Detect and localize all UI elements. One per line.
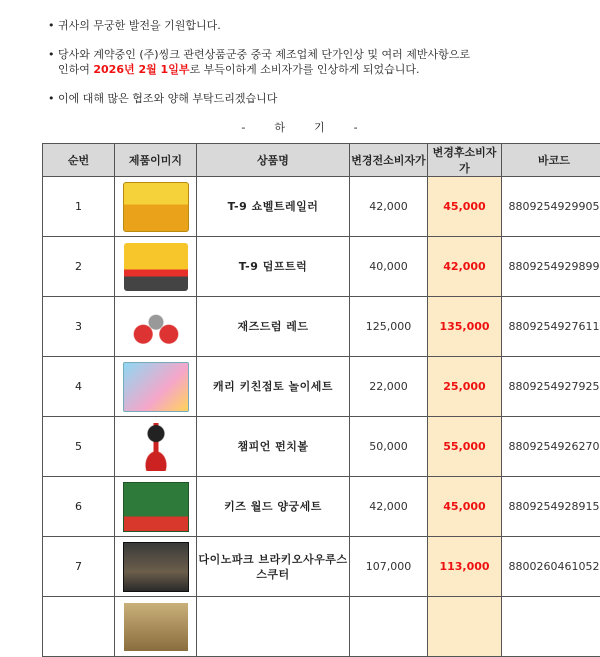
notice-line-2: • 당사와 계약중인 (주)씽크 관련상품군중 중국 제조업체 단가인상 및 여러 제반사항으로 인하여 2026년 2월 1일부로 부득이하게 소비자가를 인상하게 되었습니다.: [48, 47, 568, 77]
table-row: 4 캐리 키친점토 놀이세트 22,000 25,000 8809254927925: [43, 357, 600, 417]
notice-text: [48, 18, 568, 120]
drum-set-image: [124, 303, 188, 351]
header-after-price: 변경후소비자가: [428, 144, 502, 177]
header-barcode: 바코드: [502, 144, 600, 177]
table-row: 6 키즈 월드 양궁세트 42,000 45,000 8809254928915: [43, 477, 600, 537]
table-row: 5 챔피언 펀치볼 50,000 55,000 8809254926270: [43, 417, 600, 477]
product-image: [124, 603, 188, 651]
truck-toy-image: [123, 182, 189, 232]
header-name: 상품명: [197, 144, 350, 177]
kitchen-set-image: [123, 362, 189, 412]
effective-date: 2026년 2월 1일부: [93, 63, 189, 76]
dinosaur-image: [123, 542, 189, 592]
table-row: [43, 597, 600, 657]
punching-bag-image: [124, 423, 188, 471]
dump-truck-image: [124, 243, 188, 291]
table-row: 2 T-9 덤프트럭 40,000 42,000 8809254929899: [43, 237, 600, 297]
header-no: 순번: [43, 144, 115, 177]
table-row: 7 다이노파크 브라키오사우루스 스쿠터 107,000 113,000 8800260461052: [43, 537, 600, 597]
header-before-price: 변경전소비자가: [350, 144, 428, 177]
notice-line-3: • 이에 대해 많은 협조와 양해 부탁드리겠습니다: [48, 91, 568, 106]
header-image: 제품이미지: [115, 144, 197, 177]
section-heading: - 하 기 -: [0, 119, 600, 135]
table-row: 3 재즈드럼 레드 125,000 135,000 8809254927611: [43, 297, 600, 357]
table-header-row: [43, 144, 600, 177]
notice-line-1: • 귀사의 무궁한 발전을 기원합니다.: [48, 18, 568, 33]
jungle-gym-image: [123, 482, 189, 532]
table-row: 1 T-9 쇼벨트레일러 42,000 45,000 8809254929905: [43, 177, 600, 237]
price-change-table: [42, 143, 600, 657]
